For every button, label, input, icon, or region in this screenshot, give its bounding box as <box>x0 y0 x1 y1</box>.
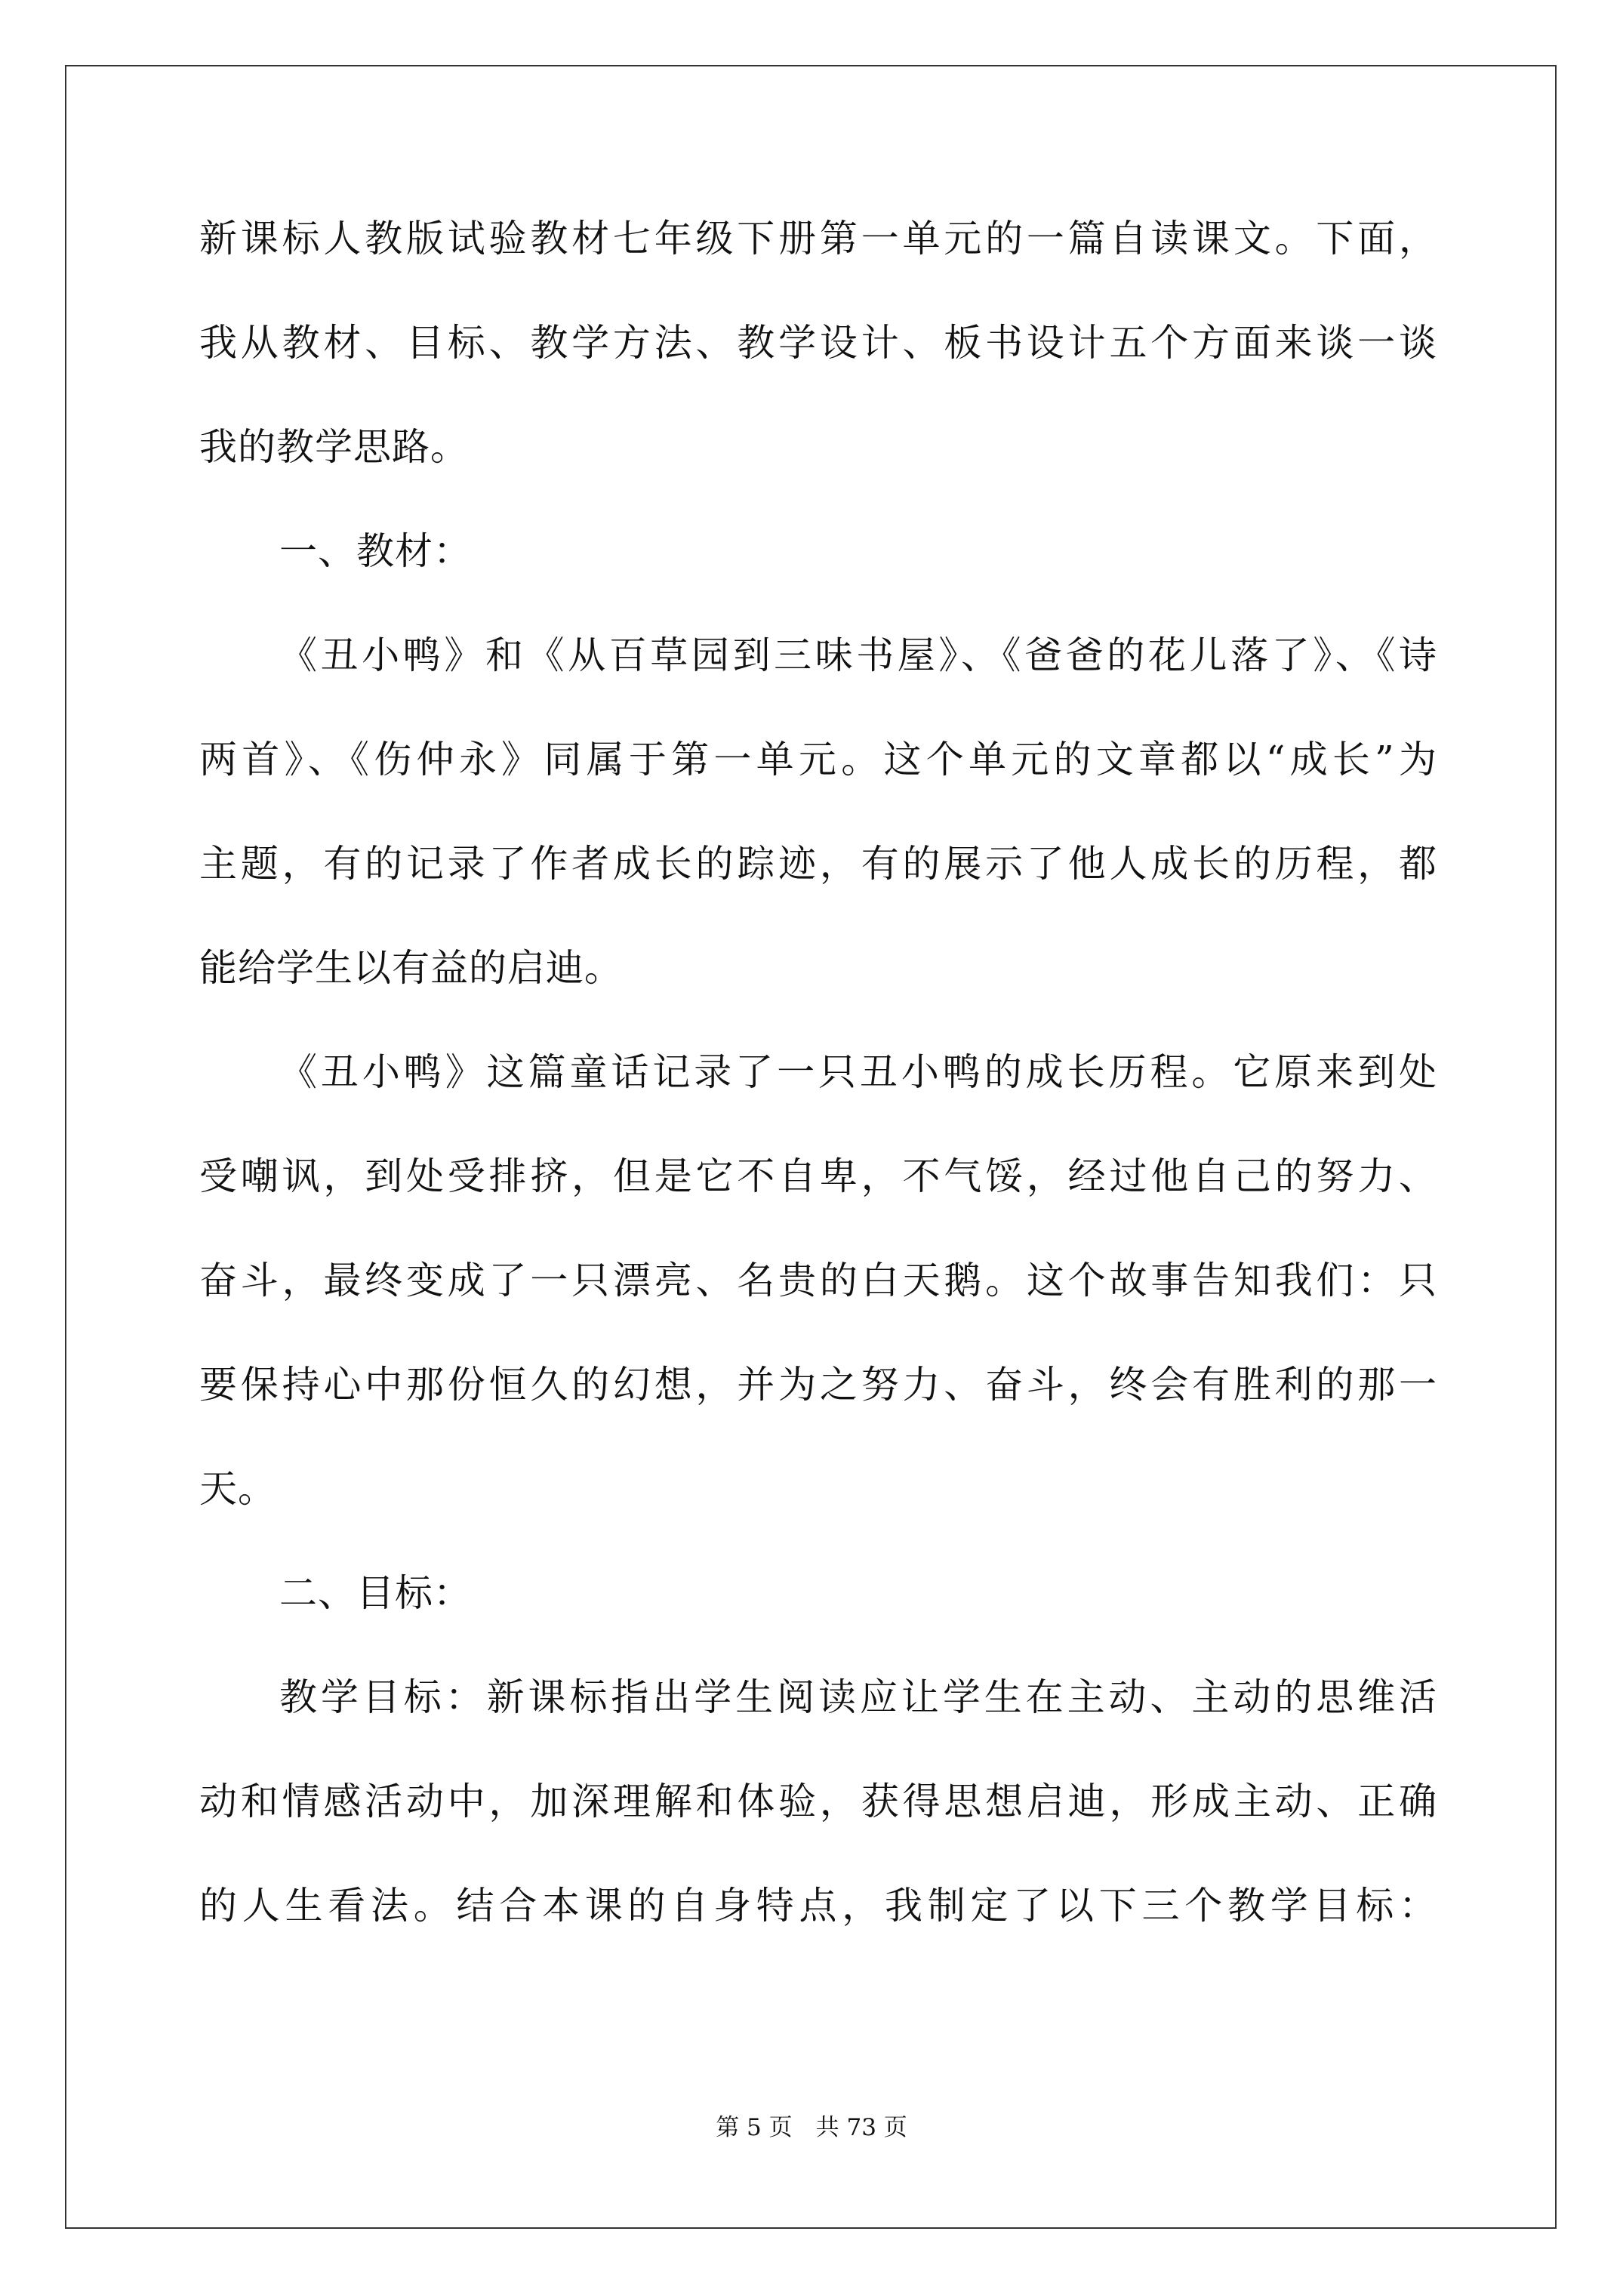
paragraph-line: 新课标人教版试验教材七年级下册第一单元的一篇自读课文。下面， <box>199 217 1437 260</box>
paragraph-line: 教学目标：新课标指出学生阅读应让学生在主动、主动的思维活 <box>279 1675 1437 1719</box>
paragraph-line: 两首》、《伤仲永》同属于第一单元。这个单元的文章都以“成长”为 <box>199 738 1437 781</box>
section-heading: 一、教材： <box>279 529 472 573</box>
paragraph-line: 能给学生以有益的启迪。 <box>199 946 623 990</box>
paragraph-line: 天。 <box>199 1467 276 1511</box>
paragraph-line: 《丑小鸭》这篇童话记录了一只丑小鸭的成长历程。它原来到处 <box>279 1050 1437 1094</box>
paragraph-line: 我的教学思路。 <box>199 425 469 469</box>
paragraph-line: 的人生看法。结合本课的自身特点，我制定了以下三个教学目标： <box>199 1884 1437 1928</box>
paragraph-line: 动和情感活动中，加深理解和体验，获得思想启迪，形成主动、正确 <box>199 1780 1437 1823</box>
paragraph-line: 《丑小鸭》和《从百草园到三味书屋》、《爸爸的花儿落了》、《诗 <box>279 633 1437 677</box>
paragraph-line: 我从教材、目标、教学方法、教学设计、板书设计五个方面来谈一谈 <box>199 321 1437 365</box>
document-body <box>199 216 1437 1987</box>
paragraph-line: 受嘲讽，到处受排挤，但是它不自卑，不气馁，经过他自己的努力、 <box>199 1154 1437 1198</box>
section-heading: 二、目标： <box>279 1571 472 1615</box>
paragraph-line: 主题，有的记录了作者成长的踪迹，有的展示了他人成长的历程，都 <box>199 842 1437 886</box>
paragraph-line: 要保持心中那份恒久的幻想，并为之努力、奋斗，终会有胜利的那一 <box>199 1363 1437 1407</box>
page-number-footer: 第 5 页 共 73 页 <box>716 2114 907 2141</box>
paragraph-line: 奋斗，最终变成了一只漂亮、名贵的白天鹅。这个故事告知我们：只 <box>199 1259 1437 1302</box>
